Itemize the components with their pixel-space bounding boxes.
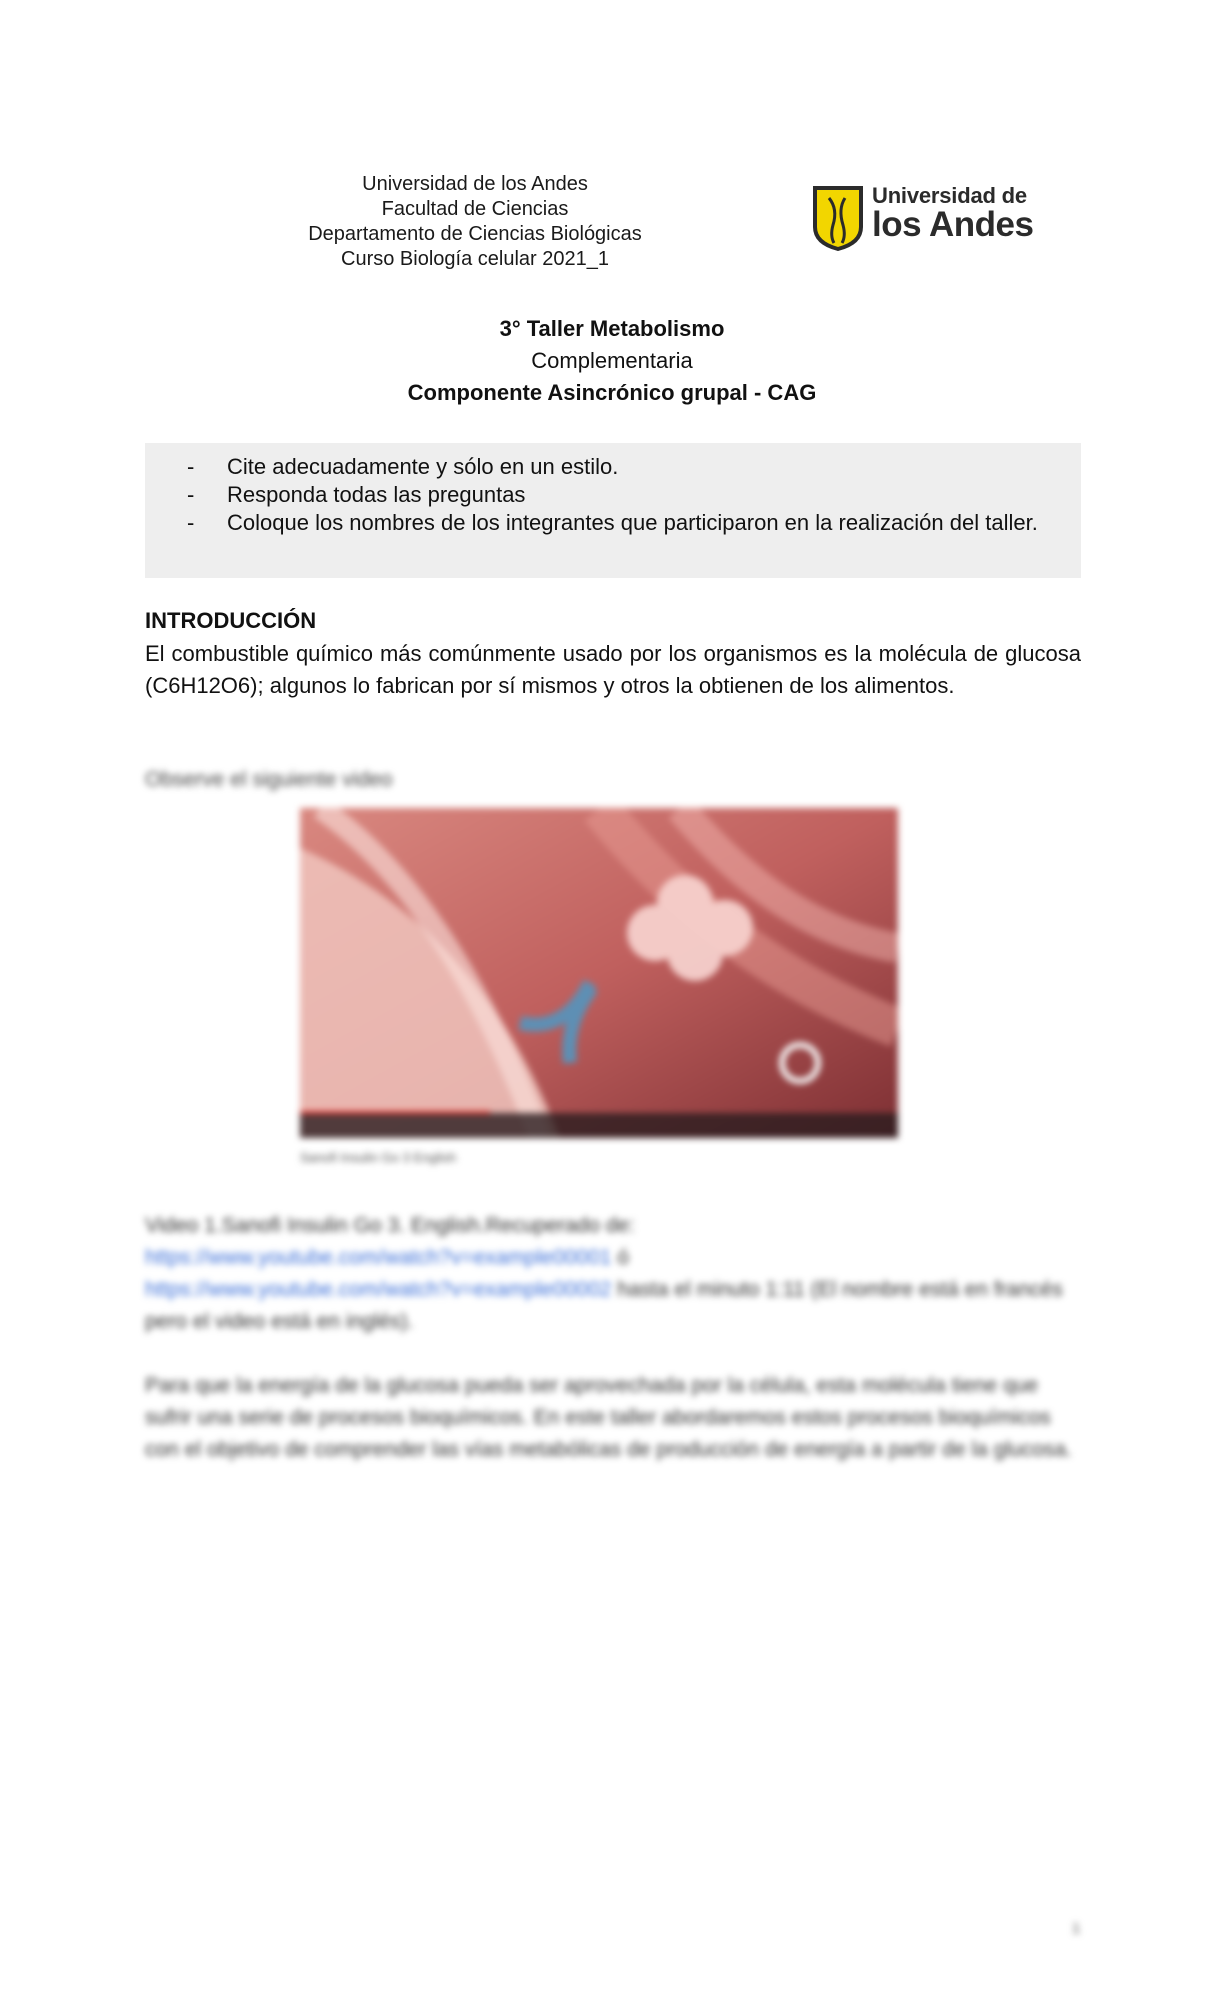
instruction-text: Coloque los nombres de los integrantes que participaron en la realización del taller. xyxy=(227,510,1038,535)
intro-heading: INTRODUCCIÓN xyxy=(145,608,317,633)
logo-text-line1: Universidad de xyxy=(872,183,1027,208)
header-line-course: Curso Biología celular 2021_1 xyxy=(341,248,609,270)
instruction-item xyxy=(187,509,1055,537)
document-subtitle: Complementaria xyxy=(531,348,693,373)
header-line-faculty: Facultad de Ciencias xyxy=(381,198,569,220)
video-frame-illustration xyxy=(300,808,898,1138)
shield-icon xyxy=(812,185,864,251)
document-titles xyxy=(300,313,924,409)
university-header xyxy=(270,172,680,272)
video-reference xyxy=(145,1210,1085,1338)
instruction-item xyxy=(187,481,1055,509)
component-title: Componente Asincrónico grupal - CAG xyxy=(407,380,817,405)
university-logo xyxy=(812,183,1034,253)
glucose-paragraph: Para que la energía de la glucosa pueda ser aprovechada por la célula, esta molécula tiene que sufrir una serie de procesos bioquímicos. En este taller abordaremos estos procesos bioquímicos con el objetivo de comprender las vías metabólicas de producción de energía a partir de la glucosa. xyxy=(145,1374,1072,1461)
document-title: 3° Taller Metabolismo xyxy=(499,316,725,341)
header-line-department: Departamento de Ciencias Biológicas xyxy=(308,223,642,245)
instructions-box xyxy=(145,443,1081,578)
video-reference-suffix: hasta el minuto 1:11 (El nombre está en francés pero el video está en inglés). xyxy=(145,1278,1063,1333)
list-dash: - xyxy=(187,482,195,507)
instruction-item xyxy=(187,453,1055,481)
video-thumbnail[interactable] xyxy=(300,808,898,1138)
list-dash: - xyxy=(187,454,195,479)
header-line-university: Universidad de los Andes xyxy=(362,173,588,195)
video-title-caption: Sanofi Insulin Go 3 English xyxy=(300,1150,457,1165)
intro-paragraph: El combustible químico más comúnmente usado por los organismos es la molécula de glucosa (C6H12O6); algunos lo fabrican por sí mismos y otros la obtienen de los alimentos. xyxy=(145,641,1081,698)
logo-text-line2: los Andes xyxy=(872,205,1034,244)
observe-video-label: Observe el siguiente video xyxy=(145,768,393,791)
video-reference-prefix: Video 1.Sanofi Insulin Go 3. English.Recuperado de: xyxy=(145,1214,635,1237)
link-separator: ó xyxy=(611,1246,629,1269)
instruction-text: Cite adecuadamente y sólo en un estilo. xyxy=(227,454,619,479)
video-link-1[interactable]: https://www.youtube.com/watch?v=example00001 xyxy=(145,1246,612,1269)
instruction-text: Responda todas las preguntas xyxy=(227,482,526,507)
list-dash: - xyxy=(187,510,195,535)
page-number: 1 xyxy=(1072,1920,1081,1937)
video-link-2[interactable]: https://www.youtube.com/watch?v=example00002 xyxy=(145,1278,612,1301)
